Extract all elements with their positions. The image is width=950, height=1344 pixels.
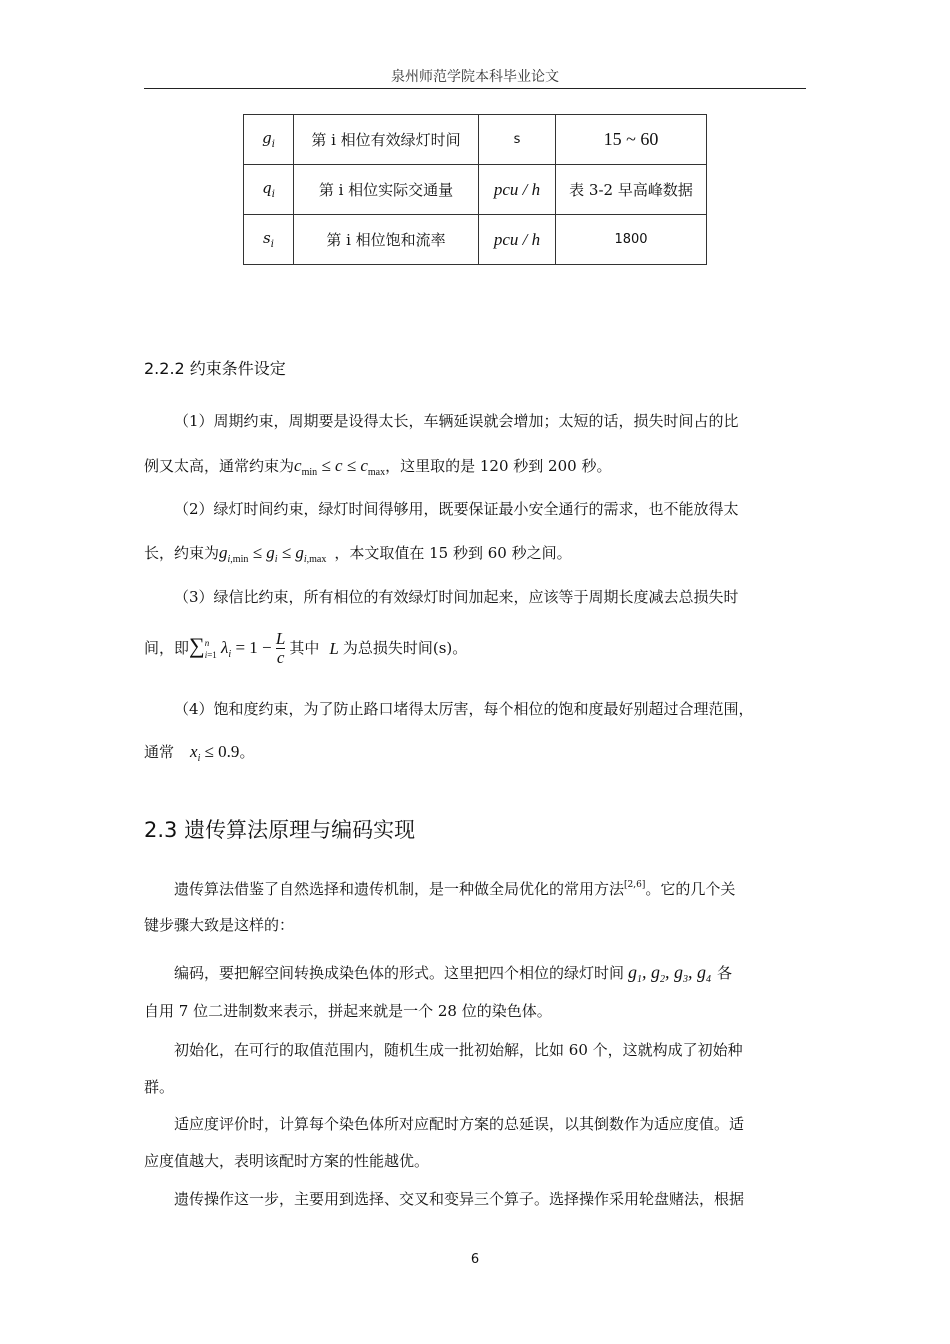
loss-time-symbol: L [329, 638, 339, 658]
split-ratio-formula: ∑ n i=1 $\lambda_i = 1$ − [189, 633, 276, 661]
description-cell: 第 i 相位有效绿灯时间 [294, 115, 479, 165]
symbol: q [262, 179, 272, 197]
green-constraint-formula: $g_{i,min} \le g_i \le g_{i,max}$ [219, 543, 327, 565]
paragraph-line [144, 963, 836, 985]
paragraph-line: （2）绿灯时间约束，绿灯时间得够用，既要保证最小安全通行的需求，也不能放得太 [174, 500, 739, 518]
paragraph-line: （4）饱和度约束，为了防止路口堵得太厉害，每个相位的饱和度最好别超过合理范围， [174, 700, 754, 718]
symbol-cell [244, 215, 294, 265]
paragraph-line: 应度值越大，表明该配时方案的性能越优。 [144, 1152, 430, 1170]
paragraph-line: （1）周期约束，周期要是设得太长，车辆延误就会增加；太短的话，损失时间占的比 [174, 412, 739, 430]
paragraph-line: 初始化，在可行的取值范围内，随机生成一批初始解，比如 60 个，这就构成了初始种 [174, 1041, 743, 1059]
text-run: 例又太高，通常约束为 [144, 457, 295, 475]
green-time-variables: $g_1$, $g_2$, $g_3$, $g_4$ [628, 962, 712, 985]
description-cell: 第 i 相位饱和流率 [294, 215, 479, 265]
header-rule [144, 88, 806, 89]
value-cell: 15 ~ 60 [556, 115, 707, 165]
symbol: s [263, 229, 271, 247]
saturation-formula: $x_i \le 0.9$ [190, 742, 240, 764]
symbol-subscript: i [270, 239, 274, 250]
unit-cell: pcu / h [479, 165, 556, 215]
text-run: 通常 [144, 743, 175, 761]
symbol-subscript: i [271, 189, 275, 200]
cycle-constraint-formula: $c_{min} \le c \le c_{max}$ [294, 456, 386, 478]
paragraph-line: 自用 7 位二进制数来表示，拼起来就是一个 28 位的染色体。 [144, 1002, 552, 1020]
text-run: ，这里取的是 120 秒到 200 秒。 [385, 457, 612, 475]
table-row [244, 215, 707, 265]
paragraph-line [144, 544, 806, 565]
paragraph-line [144, 743, 806, 764]
citation-reference: [2,6] [624, 880, 646, 890]
symbol-cell [244, 165, 294, 215]
unit-cell: pcu / h [479, 215, 556, 265]
text-run: 间，即 [144, 638, 190, 657]
running-header: 泉州师范学院本科毕业论文 [391, 69, 559, 85]
text-run: 为总损失时间(s)。 [342, 638, 468, 657]
symbol-cell [244, 115, 294, 165]
paragraph-line [144, 630, 806, 667]
text-run: 其中 [289, 638, 320, 657]
subsection-heading: 2.2.2 约束条件设定 [144, 359, 286, 378]
paragraph-line [144, 881, 836, 897]
paragraph-line: 键步骤大致是这样的： [144, 916, 295, 934]
section-heading: 2.3 遗传算法原理与编码实现 [144, 818, 416, 842]
text-run: 遗传算法借鉴了自然选择和遗传机制，是一种做全局优化的常用方法 [174, 880, 625, 898]
table-row [244, 165, 707, 215]
text-run: 各 [717, 964, 733, 982]
symbol: g [262, 129, 272, 147]
parameter-table [243, 114, 707, 265]
paragraph-line [144, 457, 806, 478]
paragraph-line: 适应度评价时，计算每个染色体所对应配时方案的总延误，以其倒数作为适应度值。适 [174, 1115, 745, 1133]
text-run: 编码，要把解空间转换成染色体的形式。这里把四个相位的绿灯时间 [174, 964, 625, 982]
paragraph-line: 遗传操作这一步，主要用到选择、交叉和变异三个算子。选择操作采用轮盘赌法，根据 [174, 1190, 745, 1208]
text-run: 。 [239, 743, 255, 761]
value-cell: 1800 [556, 215, 707, 265]
paragraph-line: 群。 [144, 1078, 175, 1096]
symbol-subscript: i [271, 139, 275, 150]
page-number: 6 [470, 1252, 480, 1267]
value-cell: 表 3-2 早高峰数据 [556, 165, 707, 215]
unit-cell: s [479, 115, 556, 165]
paragraph-line: （3）绿信比约束，所有相位的有效绿灯时间加起来，应该等于周期长度减去总损失时 [174, 588, 739, 606]
description-cell: 第 i 相位实际交通量 [294, 165, 479, 215]
table-row [244, 115, 707, 165]
fraction-L-over-c: $\frac{L}{c}$ [275, 629, 286, 667]
text-run: ，本文取值在 15 秒到 60 秒之间。 [334, 544, 572, 562]
text-run: 长，约束为 [144, 544, 220, 562]
text-run: 。它的几个关 [645, 880, 736, 898]
